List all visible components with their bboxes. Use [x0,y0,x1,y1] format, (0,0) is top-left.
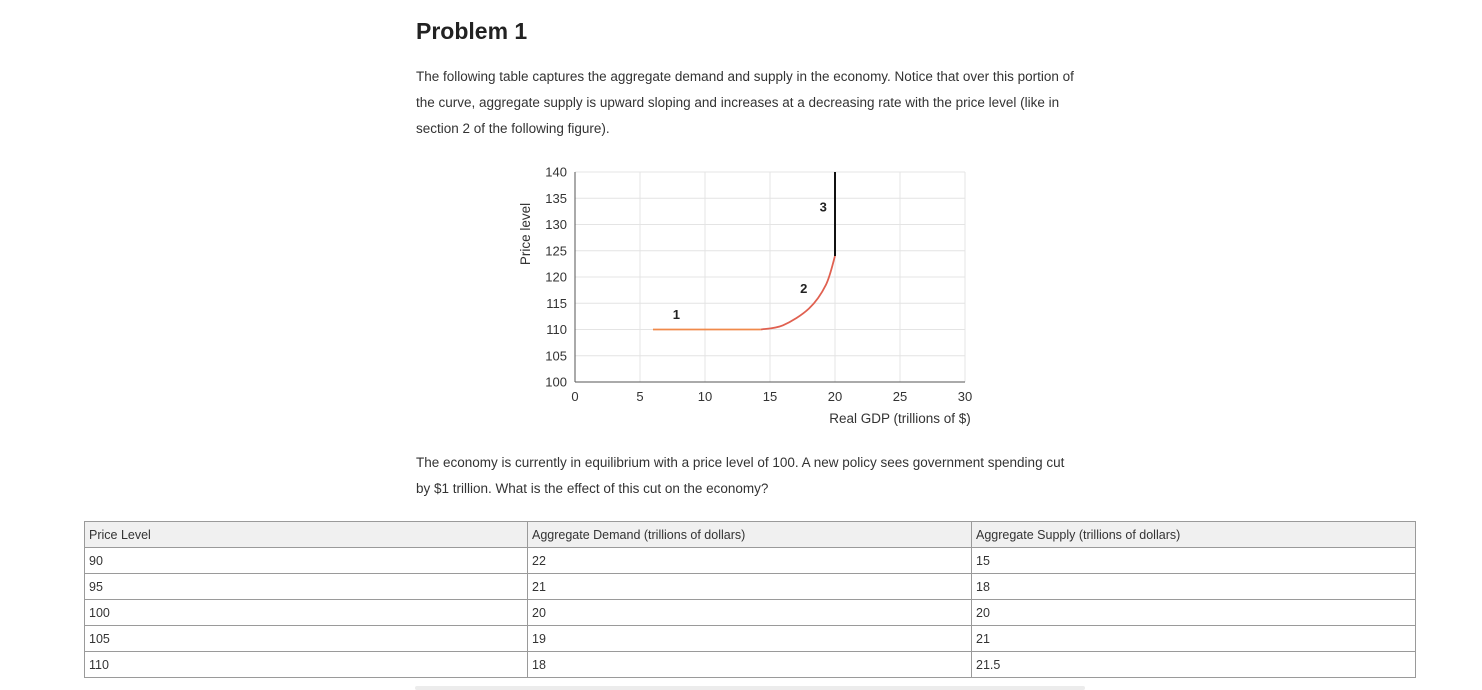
problem-intro: The following table captures the aggregate demand and supply in the economy. Notice that over this portion of the curve, aggregate supply is upward sloping and increases at a decreasing rate with the price level (like in section 2 of the following figure). [416,69,1074,136]
table-header-row [85,522,1416,548]
cell-aggregate-demand: 20 [528,600,972,626]
table-row [85,626,1416,652]
y-tick-label: 115 [546,295,567,311]
cell-aggregate-supply: 20 [972,600,1416,626]
table-row [85,548,1416,574]
y-tick-label: 140 [545,164,567,180]
scroll-region-edge [415,686,1085,690]
cell-aggregate-supply: 18 [972,574,1416,600]
cell-aggregate-supply: 21 [972,626,1416,652]
table-row [85,574,1416,600]
cell-aggregate-demand: 19 [528,626,972,652]
y-tick-label: 100 [545,374,567,390]
header-aggregate-demand: Aggregate Demand (trillions of dollars) [528,522,972,548]
section-label-1: 1 [672,307,681,322]
section-label-3: 3 [819,199,827,215]
table-row [85,600,1416,626]
as-segment-2 [761,256,835,330]
aggregate-supply-chart [515,160,985,440]
x-tick-label: 10 [697,389,713,404]
y-tick-label: 125 [545,243,567,259]
x-axis-title: Real GDP (trillions of $) [829,411,971,426]
cell-aggregate-demand: 22 [528,548,972,574]
x-tick-label: 25 [892,389,908,404]
cell-price-level: 90 [85,548,528,574]
cell-price-level: 100 [85,600,528,626]
x-tick-label: 20 [827,389,843,404]
y-tick-label: 135 [545,190,567,206]
x-tick-label: 5 [636,389,644,404]
cell-price-level: 95 [85,574,528,600]
aggregate-supply-figure [515,160,985,440]
y-tick-label: 110 [546,322,567,337]
cell-price-level: 110 [85,652,528,678]
cell-aggregate-supply: 15 [972,548,1416,574]
header-aggregate-supply: Aggregate Supply (trillions of dollars) [972,522,1416,548]
cell-aggregate-supply: 21.5 [972,652,1416,678]
y-axis-title: Price level [518,202,533,266]
section-label-2: 2 [800,280,808,296]
table-row [85,652,1416,678]
x-tick-label: 30 [957,389,973,404]
cell-aggregate-demand: 18 [528,652,972,678]
y-tick-label: 130 [545,217,567,232]
aggregate-table [84,521,1416,678]
cell-price-level: 105 [85,626,528,652]
problem-title: Problem 1 [416,18,528,44]
x-tick-label: 0 [571,389,579,404]
cell-aggregate-demand: 21 [528,574,972,600]
x-tick-label: 15 [762,389,778,404]
y-tick-label: 105 [545,348,567,364]
header-price-level: Price Level [85,522,528,548]
problem-question: The economy is currently in equilibrium with a price level of 100. A new policy sees government spending cut by $1 trillion. What is the effect of this cut on the economy? [416,455,1065,496]
y-tick-label: 120 [545,269,567,285]
